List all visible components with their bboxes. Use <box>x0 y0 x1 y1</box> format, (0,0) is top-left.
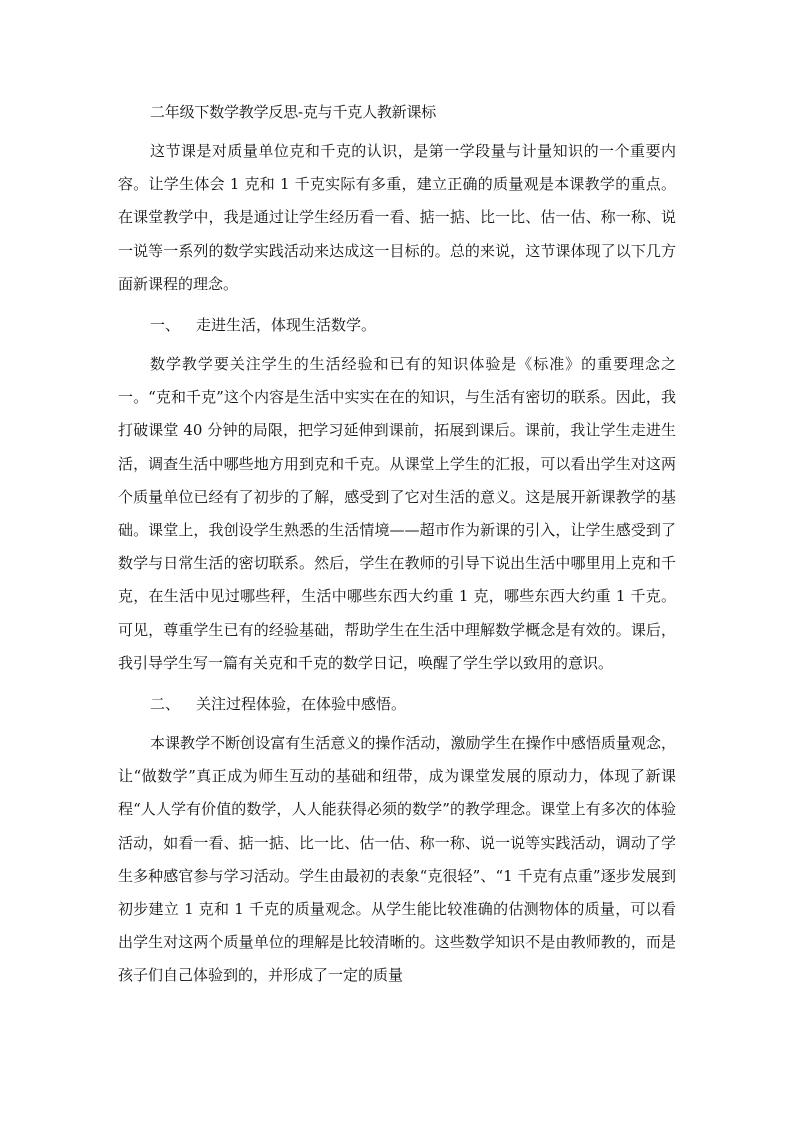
section-number-2: 二、 <box>150 695 181 714</box>
section-heading-2-text: 关注过程体验，在体验中感悟。 <box>196 695 407 714</box>
section-heading-1 <box>118 307 676 344</box>
document-title: 二年级下数学教学反思-克与千克人教新课标 <box>150 103 437 121</box>
section-number-1: 一、 <box>150 316 181 335</box>
section-2-paragraph: 本课教学不断创设富有生活意义的操作活动，激励学生在操作中感悟质量观念，让“做数学”真正成为师生互动的基础和纽带，成为课堂发展的原动力，体现了新课程“人人学有价值的数学，人人能获得必须的数学”的教学理念。课堂上有多次的体验活动，如看一看、掂一掂、比一比、估一估、称一称、说一说等实践活动，调动了学生多种感官参与学习活动。学生由最初的表象“克很轻”、“1 千克有点重”逐步发展到初步建立 1 克和 1 千克的质量观念。从学生能比较准确的估测物体的质量，可以看出学生对这两个质量单位的理解是比较清晰的。这些数学知识不是由教师教的，而是孩子们自己体验到的，并形成了一定的质量 <box>118 734 676 985</box>
intro-paragraph: 这节课是对质量单位克和千克的认识，是第一学段量与计量知识的一个重要内容。让学生体会 1 克和 1 千克实际有多重，建立正确的质量观是本课教学的重点。在课堂教学中，我是通过让学生经历看一看、掂一掂、比一比、估一估、称一称、说一说等一系列的数学实践活动来达成这一目标的。总的来说，这节课体现了以下几方面新课程的理念。 <box>118 142 676 293</box>
section-heading-2 <box>118 686 676 723</box>
section-heading-1-text: 走进生活，体现生活数学。 <box>196 316 377 335</box>
document-content <box>118 94 676 993</box>
section-1-paragraph: 数学教学要关注学生的生活经验和已有的知识体验是《标准》的重要理念之一。“克和千克”这个内容是生活中实实在在的知识，与生活有密切的联系。因此，我打破课堂 40 分钟的局限，把学习延伸到课前，拓展到课后。课前，我让学生走进生活，调查生活中哪些地方用到克和千克。从课堂上学生的汇报，可以看出学生对这两个质量单位已经有了初步的了解，感受到了它对生活的意义。这是展开新课教学的基础。课堂上，我创设学生熟悉的生活情境——超市作为新课的引入，让学生感受到了数学与日常生活的密切联系。然后，学生在教师的引导下说出生活中哪里用上克和千克，在生活中见过哪些秤，生活中哪些东西大约重 1 克，哪些东西大约重 1 千克。可见，尊重学生已有的经验基础，帮助学生在生活中理解数学概念是有效的。课后，我引导学生写一篇有关克和千克的数学日记，唤醒了学生学以致用的意识。 <box>118 355 676 672</box>
